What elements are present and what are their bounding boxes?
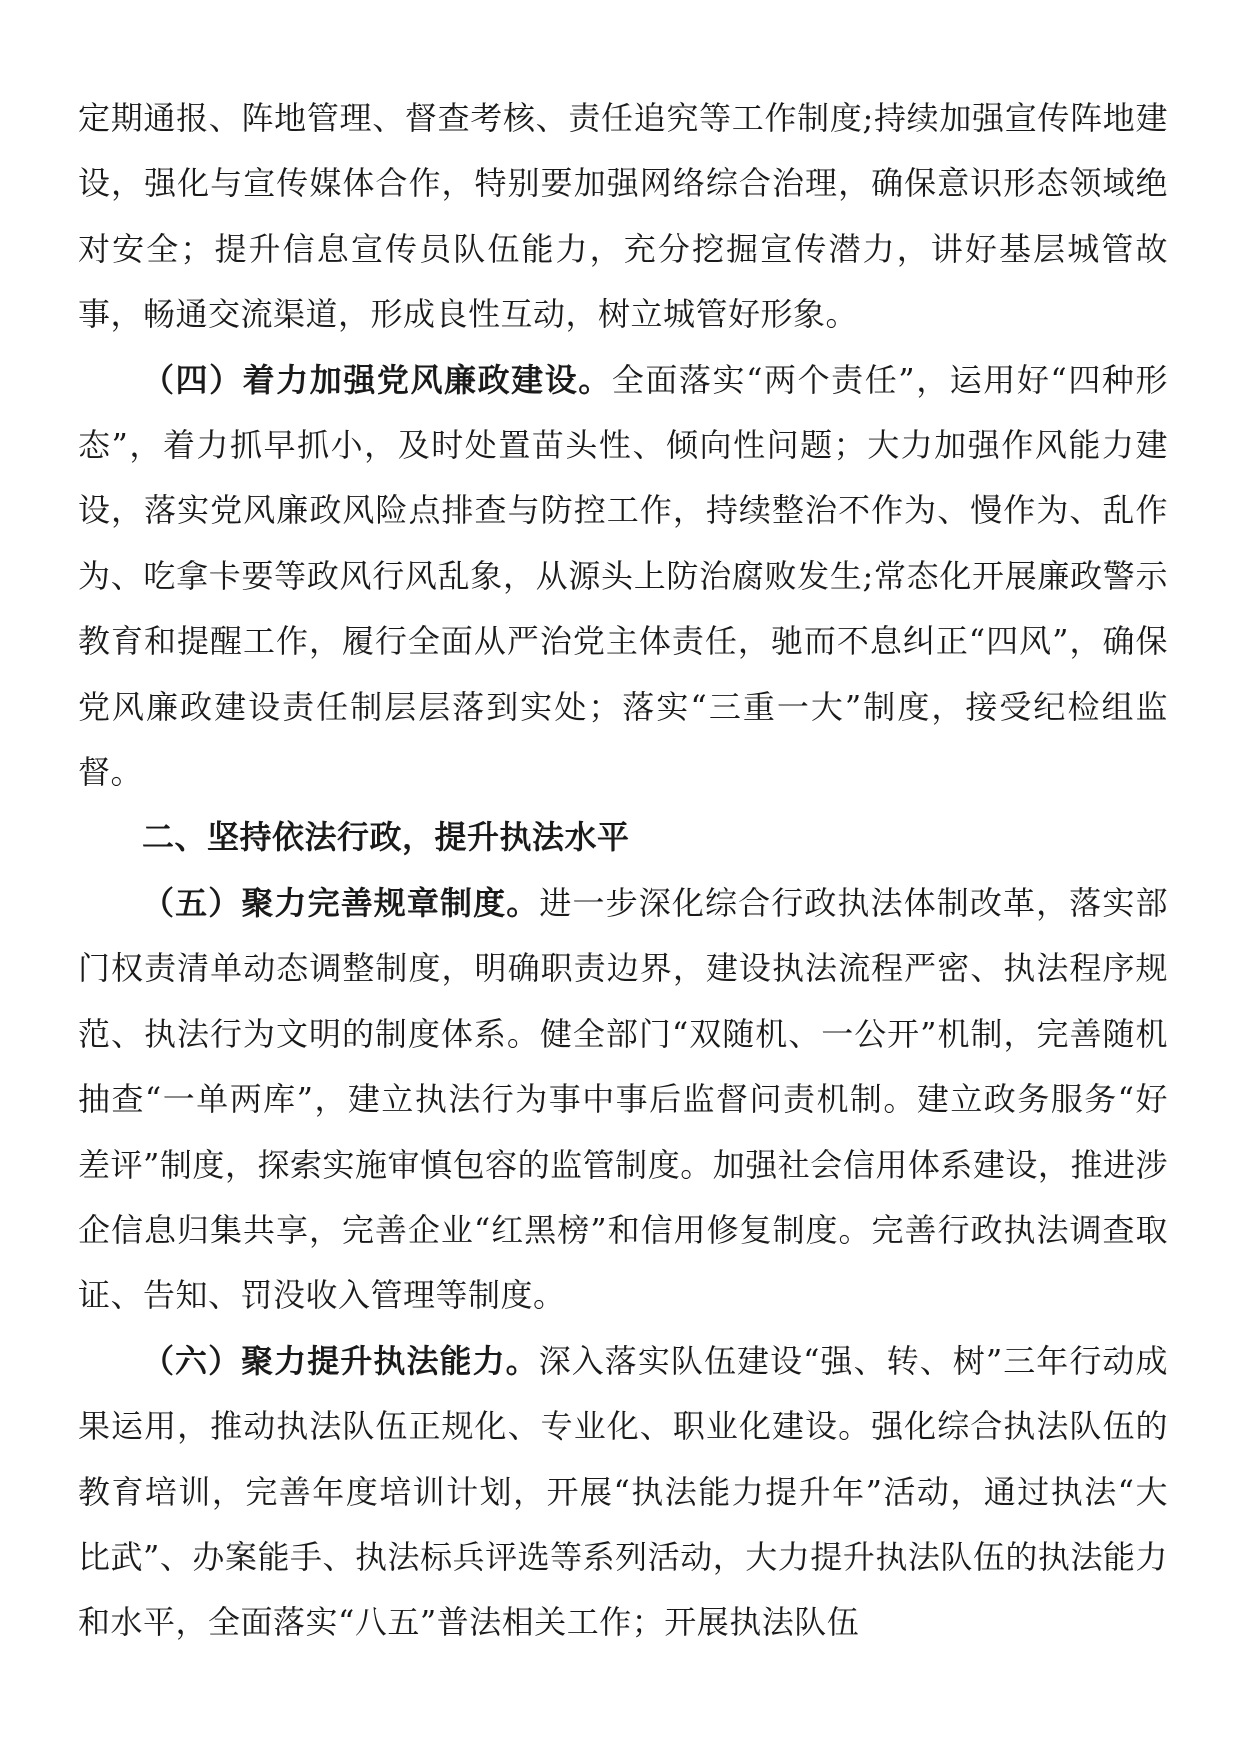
section-heading: 二、坚持依法行政，提升执法水平: [142, 818, 630, 857]
paragraph-text: 定期通报、阵地管理、督查考核、责任追究等工作制度;持续加强宣传阵地建设，强化与宣传媒体合作，特别要加强网络综合治理，确保意识形态领域绝对安全；提升信息宣传员队伍能力，充分挖掘宣传潜力，讲好基层城管故事，畅通交流渠道，形成良性互动，树立城管好形象。: [78, 99, 1168, 334]
paragraph-text: 全面落实“两个责任”，运用好“四种形态”，着力抓早抓小，及时处置苗头性、倾向性问题；大力加强作风能力建设，落实党风廉政风险点排查与防控工作，持续整治不作为、慢作为、乱作为、吃拿卡要等政风行风乱象，从源头上防治腐败发生;常态化开展廉政警示教育和提醒工作，履行全面从严治党主体责任，驰而不息纠正“四风”，确保党风廉政建设责任制层层落到实处；落实“三重一大”制度，接受纪检组监督。: [78, 360, 1168, 792]
paragraph-lead: （五）聚力完善规章制度。: [142, 883, 540, 922]
paragraph-enforcement-ability: [78, 1329, 1168, 1656]
paragraph-text: 深入落实队伍建设“强、转、树”三年行动成果运用，推动执法队伍正规化、专业化、职业化建设。强化综合执法队伍的教育培训，完善年度培训计划，开展“执法能力提升年”活动，通过执法“大比武”、办案能手、执法标兵评选等系列活动，大力提升执法队伍的执法能力和水平，全面落实“八五”普法相关工作；开展执法队伍: [78, 1341, 1168, 1642]
paragraph-continuation: [78, 86, 1168, 348]
paragraph-regulations: [78, 871, 1168, 1329]
document-page: [78, 86, 1168, 1656]
paragraph-party-conduct: [78, 348, 1168, 806]
paragraph-text: 进一步深化综合行政执法体制改革，落实部门权责清单动态调整制度，明确职责边界，建设执法流程严密、执法程序规范、执法行为文明的制度体系。健全部门“双随机、一公开”机制，完善随机抽查“一单两库”，建立执法行为事中事后监督问责机制。建立政务服务“好差评”制度，探索实施审慎包容的监管制度。加强社会信用体系建设，推进涉企信息归集共享，完善企业“红黑榜”和信用修复制度。完善行政执法调查取证、告知、罚没收入管理等制度。: [78, 883, 1168, 1315]
paragraph-lead: （四）着力加强党风廉政建设。: [142, 360, 612, 399]
paragraph-lead: （六）聚力提升执法能力。: [142, 1341, 539, 1380]
